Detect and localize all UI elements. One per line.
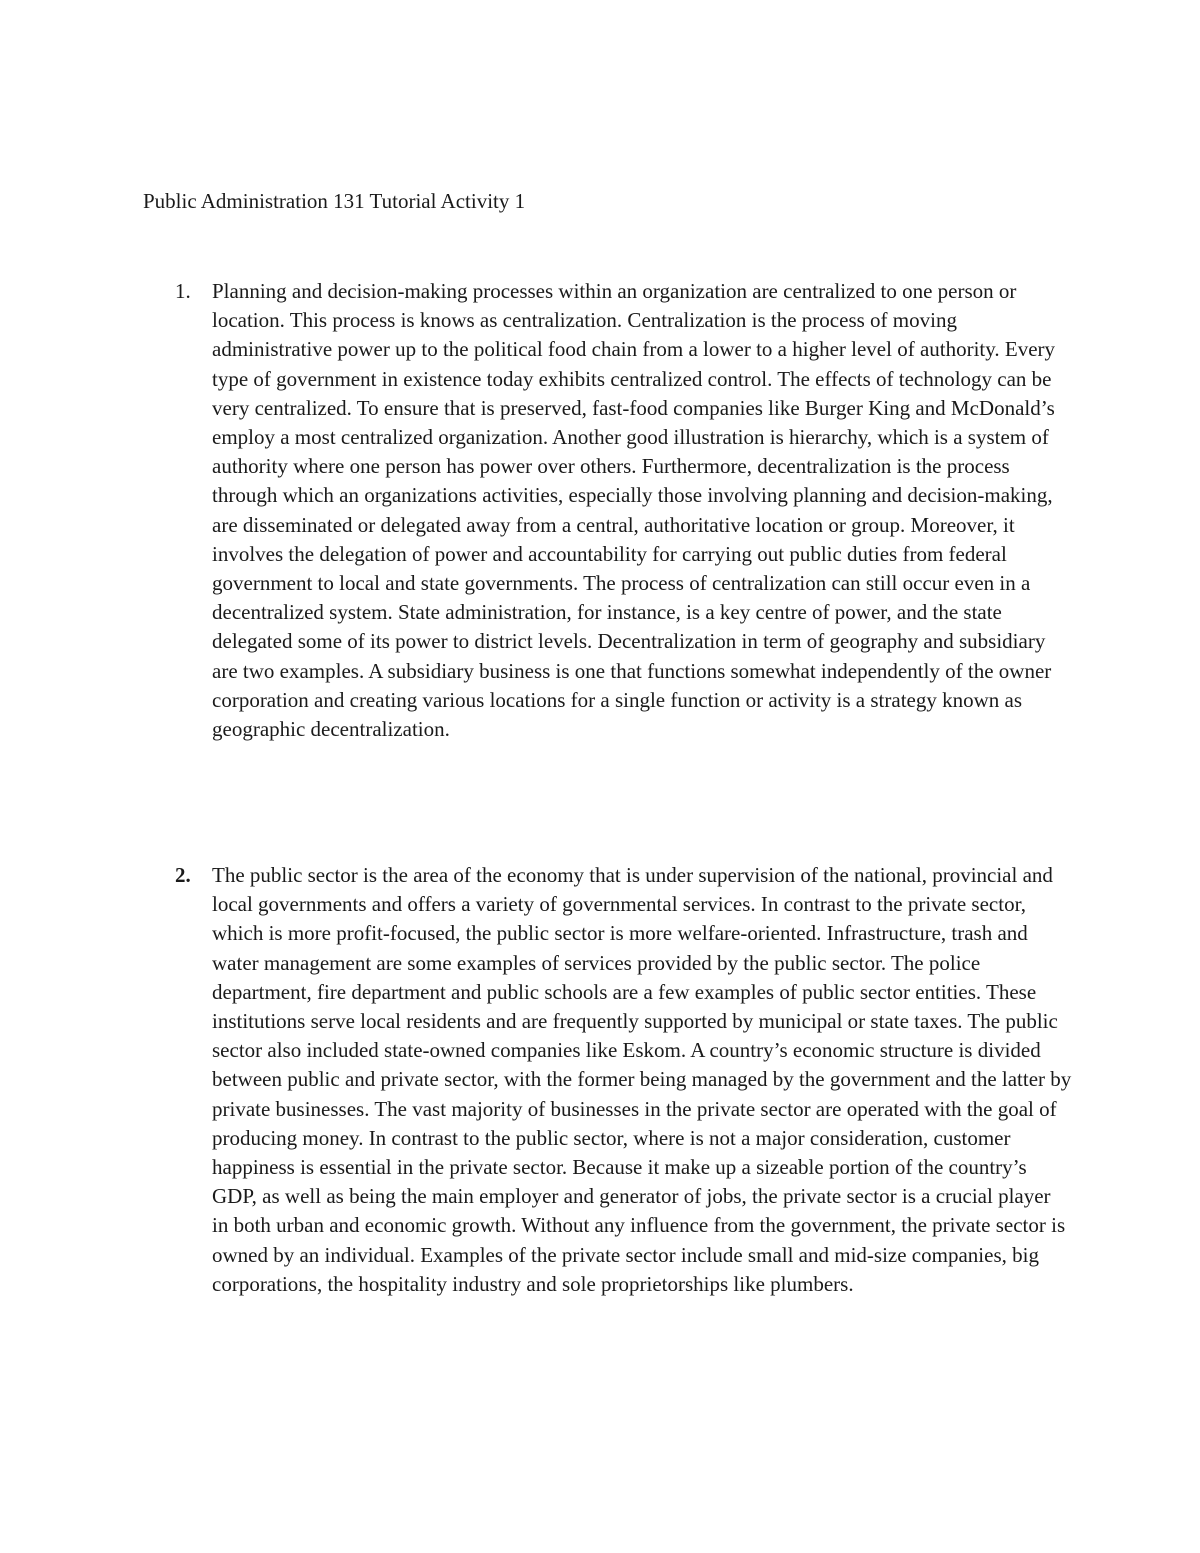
list-item-number: 2. bbox=[175, 863, 191, 887]
list-item-number: 1. bbox=[175, 279, 191, 303]
list-item-paragraph: Planning and decision-making processes within an organization are centralized to one person or location. This process is knows as centralization. Centralization is the process of moving administrative power up to the political food chain from a lower to a higher level of authority. Every type of government in existence today exhibits centralized control. The effects of technology can be very centralized. To ensure that is preserved, fast-food companies like Burger King and McDonald’s employ a most centralized organization. Another good illustration is hierarchy, which is a system of authority where one person has power over others. Furthermore, decentralization is the process through which an organizations activities, especially those involving planning and decision-making, are disseminated or delegated away from a central, authoritative location or group. Moreover, it involves the delegation of power and accountability for carrying out public duties from federal government to local and state governments. The process of centralization can still occur even in a decentralized system. State administration, for instance, is a key centre of power, and the state delegated some of its power to district levels. Decentralization in term of geography and subsidiary are two examples. A subsidiary business is one that functions somewhat independently of the owner corporation and creating various locations for a single function or activity is a strategy known as geographic decentralization. bbox=[212, 279, 1056, 742]
list-item-paragraph: The public sector is the area of the economy that is under supervision of the national, provincial and local governments and offers a variety of governmental services. In contrast to the private sector, which is more profit-focused, the public sector is more welfare-oriented. Infrastructure, trash and water management are some examples of services provided by the public sector. The police department, fire department and public schools are a few examples of public sector entities. These institutions serve local residents and are frequently supported by municipal or state taxes. The public sector also included state-owned companies like Eskom. A country’s economic structure is divided between public and private sector, with the former being managed by the government and the latter by private businesses. The vast majority of businesses in the private sector are operated with the goal of producing money. In contrast to the public sector, where is not a major consideration, customer happiness is essential in the private sector. Because it make up a sizeable portion of the country’s GDP, as well as being the main employer and generator of jobs, the private sector is a crucial player in both urban and economic growth. Without any influence from the government, the private sector is owned by an individual. Examples of the private sector include small and mid-size companies, big corporations, the hospitality industry and sole proprietorships like plumbers. bbox=[212, 863, 1072, 1296]
document-title: Public Administration 131 Tutorial Activity 1 bbox=[143, 189, 526, 213]
